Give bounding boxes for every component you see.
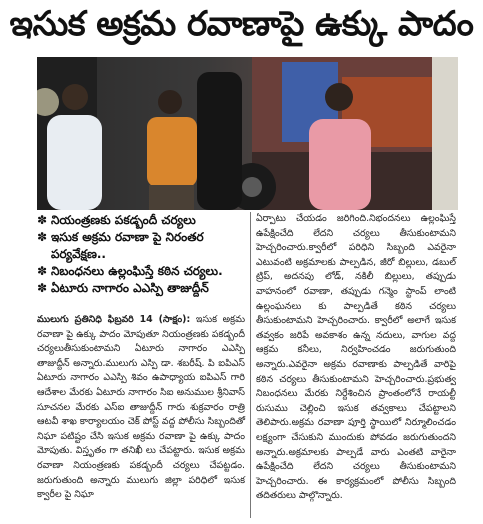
highlight-text: నియంత్రణకు పకడ్బందీ చర్యలు <box>51 213 196 227</box>
article-body-left-column <box>37 313 245 503</box>
highlight-item <box>37 212 245 229</box>
highlight-item <box>37 229 245 263</box>
star-bullet-icon: ✽ <box>37 213 48 227</box>
star-bullet-icon: ✽ <box>37 264 48 278</box>
article-text-right: ఏర్పాటు చేయడం జరిగింది.నిభందనలు ఉల్లంఘిస్తే ఉపేక్షించేది లేదని చర్యలు తీసుకుంటామని హెచ్చరించారు.క్వారీలో పరిధిని సిబ్బంది ఎవరైనా ఎటువంటి అక్రమాలకు పాల్పడిన, జీరో బిల్లులు, డబుల్ ట్రిప్, అదనపు లోడ్, నకిలీ బిల్లులు, తప్పుడు వాహనంలో రవాణా, తప్పుడు గన్మెం స్టాంప్ లాంటి ఉల్లంఘనలు కు పాల్పడితే కఠిన చర్యలు తీసుకుంటామని హెచ్చరించారు. క్వారీలో అలాగే ఇసుక తవ్వకం జరిపే అవకాశం ఉన్న నదులు, వాగుల వద్ద ఆక్రమ కనీలు, నిర్వహించడం జరుగుతుంది అన్నారు.ఎవరైనా అక్రమ రవాణాకు పాల్పడితే వారిపై కఠిన చర్యలు తీసుకుంటామని హెచ్చరించారు.ప్రభుత్వ నిబంధనలు మేరకు నిర్దేశించిన ప్రాంతంలోనే రాయల్టీ రుసుము చెల్లించి ఇసుక తవ్వకాలు చేపట్టాలని తెలిపారు.అక్రమ రవాణా పూర్తి స్థాయిలో నిర్మూలించడం లక్ష్యంగా చేసుకుని ముందుకు పోవడం జరుగుతుందని అన్నారు.అక్రమాలకు పాల్పడే వారు ఎంతటి వారైనా ఉపేక్షించేది లేదని చర్యలు తీసుకుంటామని హెచ్చరించారు. ఈ కార్యక్రమంలో పోలీసు సిబ్బంది తదితరులు పాల్గొన్నారు. <box>256 213 456 502</box>
article-headline: ఇసుక అక్రమ రవాణాపై ఉక్కు పాదం <box>9 4 474 44</box>
article-body-right-column <box>256 212 456 504</box>
article-text-left: ఇసుక అక్రమ రవాణా పై ఉక్కు పాదం మోపుతూ నియంత్రణకు పకడ్బందీ చర్యలుతీసుకుంటామని ఏటూరు నాగారం ఎఎస్పి తాజుద్దీన్ అన్నారు.ములుగు ఎస్పి డా. శబరీష్. పి ఐపిఎస్ ఏటూరు నాగారం ఎఎస్పి శివం ఉపాధ్యాయ ఐపిఎస్ గారి ఆదేశాల మేరకు ఏటూరు నాగారం సిఐ అనుముల శ్రీనివాస్ సూచనల మేరకు ఎస్ఐ తాజుద్దీన్ గారు శుక్రవారం రాత్రి ఆటవీ శాఖ కార్యాలయం చెక్ పోస్ట్ వద్ద పోలీసు సిబ్బందితో నిఘా పటిష్టం చేసి ఇసుక అక్రమ రవాణా పై ఉక్కు పాదం మోపుతు. విస్తృతం గా తనిఖీ లు చేపట్టారు. ఇసుక అక్రమ రవాణా నియంత్రణకు పకడ్బందీ చర్యలు చేపట్టడం. జరుగుతుంది అన్నారు ములుగు జిల్లా పరిధిలో ఇసుక క్వారీల పై నిఘా <box>37 314 245 501</box>
star-bullet-icon: ✽ <box>37 230 48 244</box>
news-photo <box>37 57 458 210</box>
highlight-text: ఏటూరు నాగారం ఎఎస్పి తాజుద్దీన్ <box>51 281 209 295</box>
dateline: ములుగు ప్రతినిధి ఫిబ్రవరి 14 (సాక్షం): <box>37 314 191 325</box>
news-photo-scene <box>37 57 458 210</box>
highlight-text: ఇసుక అక్రమ రవాణా పై నిరంతర పర్యవేక్షణ.. <box>51 230 204 261</box>
star-bullet-icon: ✽ <box>37 281 48 295</box>
column-divider <box>250 212 251 518</box>
highlights-list <box>37 212 245 297</box>
highlight-item <box>37 280 245 297</box>
article-paragraph-left <box>37 313 245 503</box>
highlight-item <box>37 263 245 280</box>
highlight-text: నిబంధనలు ఉల్లంఘిస్తే కఠిన చర్యలు. <box>51 264 223 278</box>
